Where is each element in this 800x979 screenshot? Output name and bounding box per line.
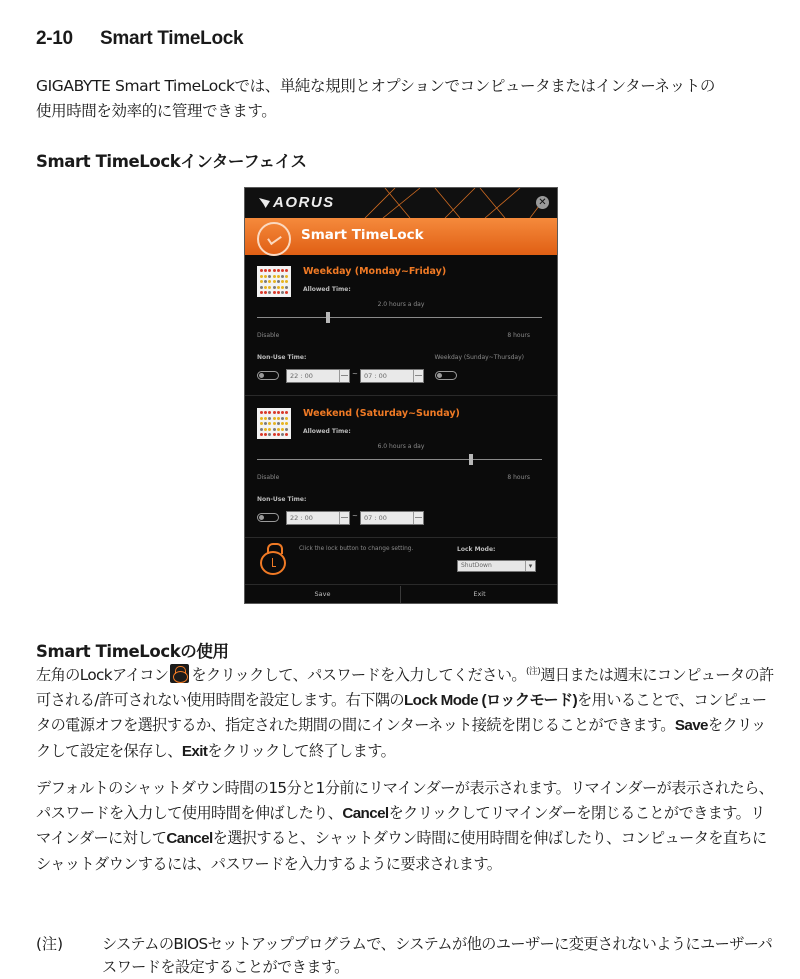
weekday-title: Weekday (Monday~Friday) [303, 266, 447, 277]
weekend-title: Weekend (Saturday~Sunday) [303, 408, 460, 419]
calendar-dot [260, 275, 263, 278]
calendar-dot [277, 428, 280, 431]
calendar-dot [260, 411, 263, 414]
clock-icon [257, 222, 291, 256]
calendar-dot [277, 433, 280, 436]
calendar-dot [268, 291, 271, 294]
lock-area [245, 539, 557, 585]
calendar-dot [260, 433, 263, 436]
calendar-dot [260, 428, 263, 431]
usage-heading: Smart TimeLockの使用 [36, 642, 229, 661]
app-header [245, 218, 557, 255]
lock-icon [170, 664, 189, 683]
calendar-dot [264, 428, 267, 431]
weekday-slider-thumb[interactable] [326, 312, 330, 323]
weekday-panel [245, 256, 557, 396]
aorus-logo: AORUS [259, 194, 335, 211]
calendar-dot [285, 275, 288, 278]
calendar-dot [277, 291, 280, 294]
intro-line-2: 使用時間を効率的に管理できます。 [36, 102, 277, 120]
weekday-hours-label: 2.0 hours a day [377, 301, 425, 308]
calendar-dot [285, 417, 288, 420]
weekend-slider-track[interactable] [257, 459, 542, 460]
section-number: 2-10 [36, 28, 73, 49]
calendar-dot [281, 428, 284, 431]
calendar-dot [273, 422, 276, 425]
calendar-dot [260, 280, 263, 283]
weekend-slider-thumb[interactable] [469, 454, 473, 465]
calendar-dot [264, 422, 267, 425]
calendar-dot [285, 286, 288, 289]
calendar-dot [277, 280, 280, 283]
calendar-dot [277, 286, 280, 289]
calendar-dot [285, 291, 288, 294]
weekday-end-time[interactable]: 07 : 00 [360, 369, 424, 383]
calendar-dot [264, 275, 267, 278]
calendar-dot [273, 291, 276, 294]
weekday-nonuse-toggle[interactable] [257, 371, 279, 380]
section-title: Smart TimeLock [100, 28, 244, 49]
calendar-dot [260, 286, 263, 289]
calendar-dot [260, 422, 263, 425]
calendar-dot [268, 275, 271, 278]
weekend-hours-label: 6.0 hours a day [377, 443, 425, 450]
weekday-min-label: Disable [257, 332, 280, 339]
calendar-dot [281, 269, 284, 272]
calendar-dot [281, 275, 284, 278]
weekend-nonuse-label: Non-Use Time: [257, 496, 307, 503]
weekend-nonuse-toggle[interactable] [257, 513, 279, 522]
calendar-icon [257, 408, 291, 439]
calendar-dot [268, 280, 271, 283]
weekday-max-label: 8 hours [507, 332, 530, 339]
weekday-slider-track[interactable] [257, 317, 542, 318]
calendar-dot [281, 291, 284, 294]
intro-paragraph [36, 74, 776, 124]
weekend-panel [245, 398, 557, 538]
window-titlebar [245, 188, 557, 218]
calendar-dot [285, 422, 288, 425]
weekend-max-label: 8 hours [507, 474, 530, 481]
interface-heading: Smart TimeLockインターフェイス [36, 152, 307, 171]
weekend-tilde: ~ [352, 512, 358, 520]
calendar-dot [273, 280, 276, 283]
note-mark: (注) [36, 935, 64, 953]
calendar-dot [264, 280, 267, 283]
calendar-dot [273, 286, 276, 289]
lock-mode-select[interactable]: ShutDown ▾ [457, 560, 536, 572]
weekend-end-time[interactable]: 07 : 00 [360, 511, 424, 525]
calendar-dot [285, 269, 288, 272]
calendar-dot [273, 428, 276, 431]
calendar-dot [264, 291, 267, 294]
calendar-dot [264, 411, 267, 414]
weekday-nonuse-label: Non-Use Time: [257, 354, 307, 361]
calendar-dot [281, 280, 284, 283]
calendar-dot [264, 433, 267, 436]
weekday-tilde: ~ [352, 370, 358, 378]
app-title: Smart TimeLock [301, 227, 424, 243]
calendar-dot [264, 269, 267, 272]
calendar-dot [264, 286, 267, 289]
calendar-dot [260, 269, 263, 272]
calendar-dot [260, 417, 263, 420]
calendar-dot [268, 411, 271, 414]
calendar-dot [281, 422, 284, 425]
calendar-dot [268, 417, 271, 420]
calendar-dot [264, 417, 267, 420]
exit-button[interactable]: Exit [473, 590, 486, 598]
calendar-dot [273, 417, 276, 420]
calendar-dot [260, 291, 263, 294]
lock-mode-label: Lock Mode: [457, 546, 496, 553]
lock-icon[interactable] [260, 551, 286, 575]
calendar-dot [277, 275, 280, 278]
calendar-icon [257, 266, 291, 297]
calendar-dot [277, 411, 280, 414]
calendar-dot [281, 417, 284, 420]
intro-line-1: GIGABYTE Smart TimeLockでは、単純な規則とオプションでコンピュータまたはインターネットの [36, 77, 715, 95]
weekday-days-toggle[interactable] [435, 371, 457, 380]
calendar-dot [273, 269, 276, 272]
note-text: システムのBIOSセットアッププログラムで、システムが他のユーザーに変更されないようにユーザーパスワードを設定することができます。 [102, 935, 773, 976]
close-button[interactable]: ✕ [536, 196, 549, 209]
weekday-allowed-label: Allowed Time: [303, 286, 351, 293]
calendar-dot [268, 428, 271, 431]
usage-paragraph-1: 左角のLockアイコン をクリックして、パスワードを入力してください。$^{(注)}$週日または週末にコンピュータの許可される/許可されない使用時間を設定します。右下隅のLock Mode (ロックモード)を用いることで、コンピュータの電源オフを選択するか、指定された期間の間にインターネット接続を閉じることができます。Saveをクリックして設定を保存し、Exitをクリックして終了します。 [36, 666, 774, 760]
calendar-dot [281, 433, 284, 436]
calendar-dot [273, 411, 276, 414]
calendar-dot [273, 433, 276, 436]
calendar-dot [268, 422, 271, 425]
calendar-dot [277, 422, 280, 425]
calendar-dot [268, 286, 271, 289]
weekday-start-time[interactable]: 22 : 00 [286, 369, 350, 383]
calendar-dot [273, 275, 276, 278]
calendar-dot [268, 269, 271, 272]
save-button[interactable]: Save [245, 586, 401, 603]
calendar-dot [281, 286, 284, 289]
calendar-dot [268, 433, 271, 436]
weekend-start-time[interactable]: 22 : 00 [286, 511, 350, 525]
calendar-dot [285, 428, 288, 431]
calendar-dot [285, 280, 288, 283]
calendar-dot [277, 269, 280, 272]
calendar-dot [277, 417, 280, 420]
weekday-days-label: Weekday (Sunday~Thursday) [434, 354, 524, 361]
smart-timelock-window [244, 187, 558, 604]
weekend-min-label: Disable [257, 474, 280, 481]
calendar-dot [285, 433, 288, 436]
usage-paragraph-2: デフォルトのシャットダウン時間の15分と1分前にリマインダーが表示されます。リマインダーが表示されたら、パスワードを入力して使用時間を伸ばしたり、Cancelをクリックしてリマインダーを閉じることができます。リマインダーに対してCancelを選択すると、シャットダウン時間に使用時間を伸ばしたり、コンピュータを直ちにシャットダウンするには、パスワードを入力するように要求されます。 [36, 779, 774, 873]
calendar-dot [285, 411, 288, 414]
lock-hint: Click the lock button to change setting. [299, 546, 414, 552]
weekend-allowed-label: Allowed Time: [303, 428, 351, 435]
calendar-dot [281, 411, 284, 414]
